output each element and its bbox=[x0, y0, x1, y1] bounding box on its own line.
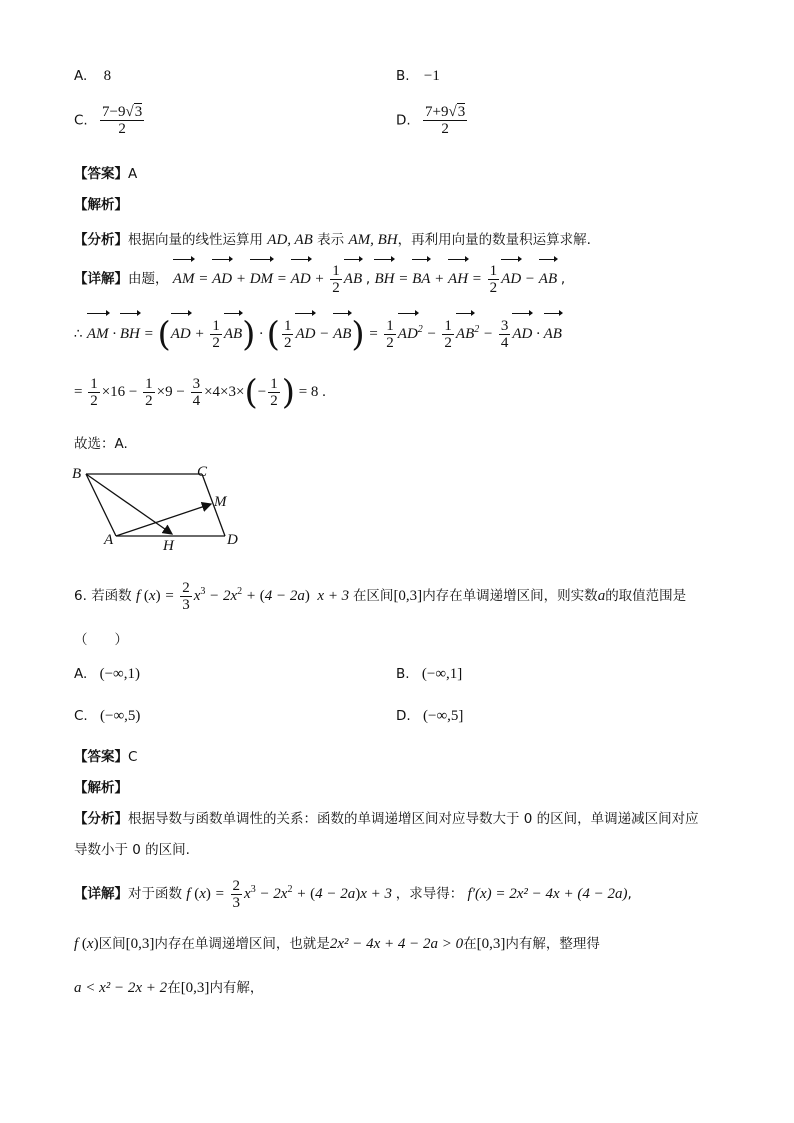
answer-tag: 【答案】 bbox=[74, 749, 128, 765]
label-a: A bbox=[104, 532, 114, 548]
q5-answer bbox=[74, 162, 137, 182]
vector-list: AD, AB bbox=[267, 232, 313, 248]
stem-text: 若函数 bbox=[91, 588, 132, 604]
option-label: A. bbox=[74, 68, 88, 84]
q6-xiangjie-line2 bbox=[74, 932, 600, 953]
q5-conclusion bbox=[74, 432, 128, 452]
label-c: C bbox=[197, 464, 208, 480]
option-label: A. bbox=[74, 666, 88, 682]
derivative-expression: f′(x) = 2x² − 4x + (4 − 2a) bbox=[467, 886, 628, 902]
xiangjie-lead: 由题， bbox=[128, 271, 169, 287]
q6-analysis-tag bbox=[74, 776, 128, 796]
fenxi-text: 根据导数与函数单调性的关系：函数的单调递增区间对应导数大于 0 的区间，单调递减区间对应 bbox=[128, 811, 699, 827]
label-b: B bbox=[72, 466, 82, 482]
answer-value: A bbox=[128, 166, 138, 182]
numerator: 7+9 bbox=[424, 104, 449, 120]
conclusion-text: 故选：A. bbox=[74, 436, 128, 452]
q6-answer bbox=[74, 745, 137, 765]
option-label: D. bbox=[396, 112, 411, 129]
vector-bh bbox=[86, 474, 172, 534]
equation-bh: BH = BA + AH = $\frac{1}{2}$ AD − AB bbox=[374, 263, 558, 297]
analysis-tag: 【解析】 bbox=[74, 780, 128, 796]
option-value: (−∞,5) bbox=[100, 708, 141, 724]
xiangjie-lead: 对于函数 bbox=[128, 886, 182, 902]
denominator: 2 bbox=[441, 121, 449, 137]
function-expression: f (x) = $\frac{2}{3}$ $x^3 - 2x^2 + (4 - 2a)x + 3$ bbox=[186, 878, 396, 912]
question-number: 6. bbox=[74, 588, 87, 604]
xiangjie-text: 内有解， bbox=[209, 980, 264, 996]
fenxi-text: ，再利用向量的数量积运算求解. bbox=[397, 232, 591, 248]
xiangjie-text: 内存在单调递增区间，也就是 bbox=[154, 936, 330, 952]
q6-option-d bbox=[396, 708, 463, 725]
equation-dot-product: AM · BH = (AD + $\frac{1}{2}$ AB) · ( $\frac{1}{2}$ AD − AB) = $\frac{1}{2}$ $AD^2$ − $\frac{1}{2}$ $AB^2$ − $\frac{3}{4}$ AD · AB bbox=[86, 314, 562, 355]
option-value: (−∞,1) bbox=[99, 666, 140, 682]
option-fraction: $\frac{7-9√3}{2}$ bbox=[102, 104, 143, 137]
therefore-symbol: ∴ bbox=[74, 326, 83, 342]
xiangjie-text: 在 bbox=[167, 980, 181, 996]
stem-text: 在区间 bbox=[352, 588, 394, 604]
interval: [0,3] bbox=[393, 588, 423, 604]
fenxi-tag: 【分析】 bbox=[74, 811, 128, 827]
q6-stem bbox=[74, 574, 686, 614]
function-expression: f (x) = $\frac{2}{3}$ $x^3 - 2x^2 + (4 - 2a) x + 3$ bbox=[135, 580, 353, 614]
option-label: C. bbox=[74, 112, 88, 129]
q6-option-b bbox=[396, 666, 462, 683]
option-label: D. bbox=[396, 708, 411, 724]
fenxi-text: 表示 bbox=[317, 232, 345, 248]
label-m: M bbox=[214, 494, 227, 510]
xiangjie-text: 在 bbox=[463, 936, 477, 952]
q5-option-b bbox=[396, 68, 440, 85]
xiangjie-text: ，求导得： bbox=[395, 886, 464, 902]
inequality: 2x² − 4x + 4 − 2a > 0 bbox=[329, 936, 464, 952]
option-value: (−∞,1] bbox=[421, 666, 463, 682]
interval: [0,3] bbox=[476, 936, 506, 952]
equation-numeric: = $\frac{1}{2}$ ×16 − $\frac{1}{2}$ ×9 − $\frac{3}{4}$ ×4×3×(− $\frac{1}{2}$ ) bbox=[74, 372, 295, 413]
option-fraction: $\frac{7+9√3}{2}$ bbox=[424, 104, 466, 137]
fenxi-text: 导数小于 0 的区间. bbox=[74, 842, 190, 858]
q5-option-a bbox=[74, 68, 111, 85]
q6-option-c bbox=[74, 708, 140, 725]
analysis-tag: 【解析】 bbox=[74, 197, 128, 213]
label-d: D bbox=[227, 532, 238, 548]
q5-option-c bbox=[74, 104, 146, 137]
q6-xiangjie-line3 bbox=[74, 976, 263, 997]
stem-text: 内存在单调递增区间，则实数 bbox=[422, 588, 598, 604]
radicand: 3 bbox=[457, 104, 466, 120]
answer-tag: 【答案】 bbox=[74, 166, 128, 182]
inequality: a < x² − 2x + 2 bbox=[74, 980, 168, 996]
fenxi-tag: 【分析】 bbox=[74, 232, 128, 248]
stem-text: 的取值范围是 bbox=[605, 588, 687, 604]
option-value: −1 bbox=[423, 68, 440, 84]
q6-option-a bbox=[74, 666, 140, 683]
q5-xiangjie-line2 bbox=[74, 312, 562, 355]
q5-fenxi bbox=[74, 228, 591, 249]
interval: [0,3] bbox=[180, 980, 210, 996]
function-fx: f (x) bbox=[74, 936, 99, 952]
answer-blank: （ ） bbox=[74, 632, 128, 648]
q6-fenxi-line1 bbox=[74, 807, 699, 827]
xiangjie-text: 内有解，整理得 bbox=[505, 936, 600, 952]
answer-value: C bbox=[128, 749, 138, 765]
variable: a bbox=[597, 588, 606, 604]
label-h: H bbox=[163, 538, 174, 554]
equation-am: AM = AD + DM = AD + $\frac{1}{2}$ AB bbox=[172, 263, 363, 297]
option-value: (−∞,5] bbox=[422, 708, 464, 724]
option-label: C. bbox=[74, 708, 88, 724]
vector-am bbox=[116, 504, 211, 536]
result: = 8 . bbox=[298, 384, 326, 400]
q5-xiangjie-line1: 【详解】由题， AM = AD + DM = AD + $\frac{1}{2}$ AB , BH = BA + AH = $\frac{1}{2}$ AD − AB , bbox=[74, 263, 566, 297]
xiangjie-tag: 【详解】 bbox=[74, 271, 128, 287]
q6-blank bbox=[74, 628, 128, 648]
option-label: B. bbox=[396, 68, 410, 84]
q6-xiangjie-line1: 【详解】对于函数 f (x) = $\frac{2}{3}$ $x^3 - 2x^2 + (4 - 2a)x + 3$ ，求导得： f′(x) = 2x² − 4x + (4 − 2a), bbox=[74, 878, 632, 912]
option-value: 8 bbox=[103, 68, 112, 84]
q5-analysis-tag bbox=[74, 193, 128, 213]
xiangjie-text: 区间 bbox=[98, 936, 126, 952]
xiangjie-tag: 【详解】 bbox=[74, 886, 128, 902]
q5-xiangjie-line3 bbox=[74, 372, 326, 413]
numerator: 7−9 bbox=[102, 104, 126, 120]
parallelogram-figure bbox=[70, 460, 250, 555]
q5-option-d bbox=[396, 104, 469, 137]
denominator: 2 bbox=[118, 121, 126, 137]
vector-list: AM, BH bbox=[348, 232, 398, 248]
q6-fenxi-line2 bbox=[74, 838, 190, 858]
option-label: B. bbox=[396, 666, 410, 682]
radicand: 3 bbox=[134, 104, 143, 120]
fenxi-text: 根据向量的线性运算用 bbox=[128, 232, 263, 248]
edge-ab bbox=[86, 474, 116, 536]
interval: [0,3] bbox=[125, 936, 155, 952]
